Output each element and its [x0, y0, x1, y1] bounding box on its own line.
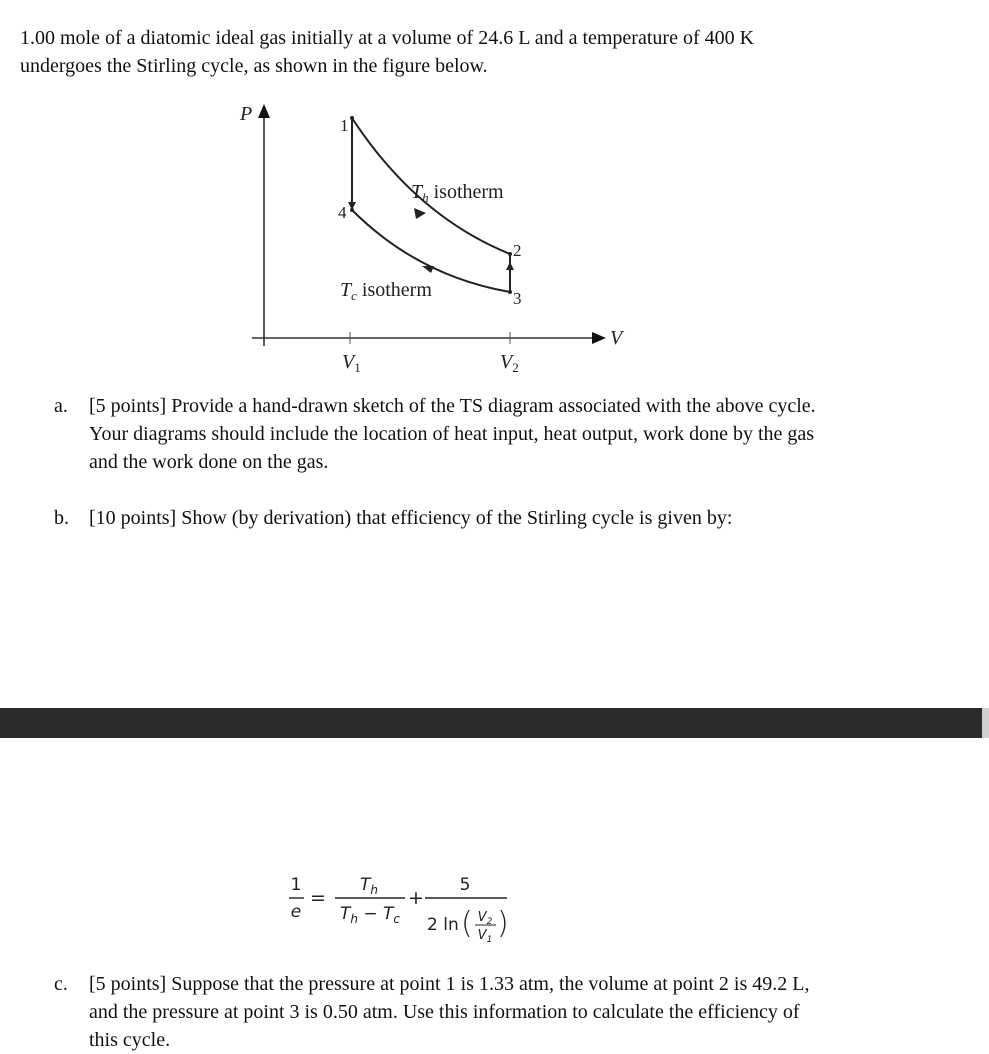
formula-term1-denominator: [340, 904, 400, 926]
formula-v1: [478, 928, 493, 945]
point-3-label: 3: [513, 289, 522, 308]
formula-lhs-denominator: e: [290, 902, 302, 922]
formula-left-paren: (: [461, 906, 473, 941]
th-direction-arrow: [414, 208, 426, 219]
dark-separator-band: [0, 708, 989, 738]
formula-term1-numerator: [360, 875, 378, 897]
tc-isotherm-label: [340, 279, 432, 303]
question-c-text: [89, 970, 889, 1054]
question-a-text: [89, 392, 889, 476]
point-4-dot: [350, 208, 354, 212]
formula-plus: +: [408, 887, 424, 909]
v-axis-label: V: [610, 327, 623, 349]
t2-v1-sub: 1: [486, 935, 493, 945]
v1-main: V: [342, 351, 355, 373]
v2-direction-arrow: [506, 262, 514, 270]
tc-direction-arrow: [422, 266, 434, 273]
formula-term2-coefficient: 2 ln: [427, 915, 459, 935]
question-a-label: a.: [54, 395, 68, 417]
band-handle: [982, 708, 989, 738]
formula-lhs-numerator: 1: [290, 875, 302, 895]
formula-equals: =: [310, 887, 326, 909]
question-c-line-3: this cycle.: [89, 1029, 171, 1051]
formula-v2: [478, 910, 493, 927]
question-c-label: c.: [54, 973, 68, 995]
intro-line-2: undergoes the Stirling cycle, as shown in the figure below.: [20, 55, 488, 77]
t1-den-b-sub: c: [393, 912, 401, 926]
v2-sub: 2: [512, 360, 519, 375]
tc-label-rest: isotherm: [356, 279, 432, 301]
p-axis-arrowhead: [258, 104, 270, 118]
intro-paragraph: [20, 24, 920, 80]
point-1-dot: [350, 116, 354, 120]
t1-den-a-sub: h: [350, 912, 358, 926]
question-c-line-2: and the pressure at point 3 is 0.50 atm. Use this information to calculate the efficiency of: [89, 1001, 800, 1023]
p-axis-label: P: [240, 103, 253, 125]
point-1-label: 1: [340, 116, 349, 135]
formula-term2-numerator: 5: [459, 875, 471, 895]
point-4-label: 4: [338, 203, 347, 222]
point-2-label: 2: [513, 241, 522, 260]
v2-main: V: [500, 351, 513, 373]
question-b-label: b.: [54, 507, 69, 529]
th-label-sub: h: [422, 190, 429, 205]
th-label-rest: isotherm: [428, 181, 504, 203]
question-a-line-3: and the work done on the gas.: [89, 451, 329, 473]
v1-label: [342, 351, 361, 375]
t1-den-a: T: [339, 904, 351, 924]
efficiency-formula: [285, 866, 525, 950]
t1-den-minus: −: [357, 904, 384, 924]
t1-num-sub: h: [370, 883, 378, 897]
t1-den-b: T: [383, 904, 394, 924]
question-c-line-1: [5 points] Suppose that the pressure at point 1 is 1.33 atm, the volume at point 2 is 49.2 L,: [89, 973, 810, 995]
question-b-line-1: [10 points] Show (by derivation) that efficiency of the Stirling cycle is given by:: [89, 507, 733, 529]
formula-right-paren: ): [497, 906, 509, 941]
question-a-line-2: Your diagrams should include the location of heat input, heat output, work done by the gas: [89, 423, 815, 445]
v2-label: [500, 351, 519, 375]
th-label-main: T: [411, 181, 423, 203]
t2-v2-sub: 2: [486, 917, 493, 927]
question-b-text: [89, 504, 889, 532]
th-isotherm-label: [411, 181, 504, 205]
t2-v1-main: V: [477, 928, 487, 943]
v-axis-arrowhead: [592, 332, 606, 344]
t2-v2-main: V: [477, 910, 487, 925]
question-a-line-1: [5 points] Provide a hand-drawn sketch of the TS diagram associated with the above cycle.: [89, 395, 816, 417]
pv-diagram: [228, 98, 648, 380]
intro-line-1: 1.00 mole of a diatomic ideal gas initially at a volume of 24.6 L and a temperature of 400 K: [20, 27, 755, 49]
tc-label-main: T: [340, 279, 352, 301]
point-3-dot: [508, 290, 512, 294]
v1-sub: 1: [354, 360, 361, 375]
point-2-dot: [508, 252, 512, 256]
tc-label-sub: c: [351, 288, 357, 303]
t1-num-main: T: [360, 875, 371, 895]
